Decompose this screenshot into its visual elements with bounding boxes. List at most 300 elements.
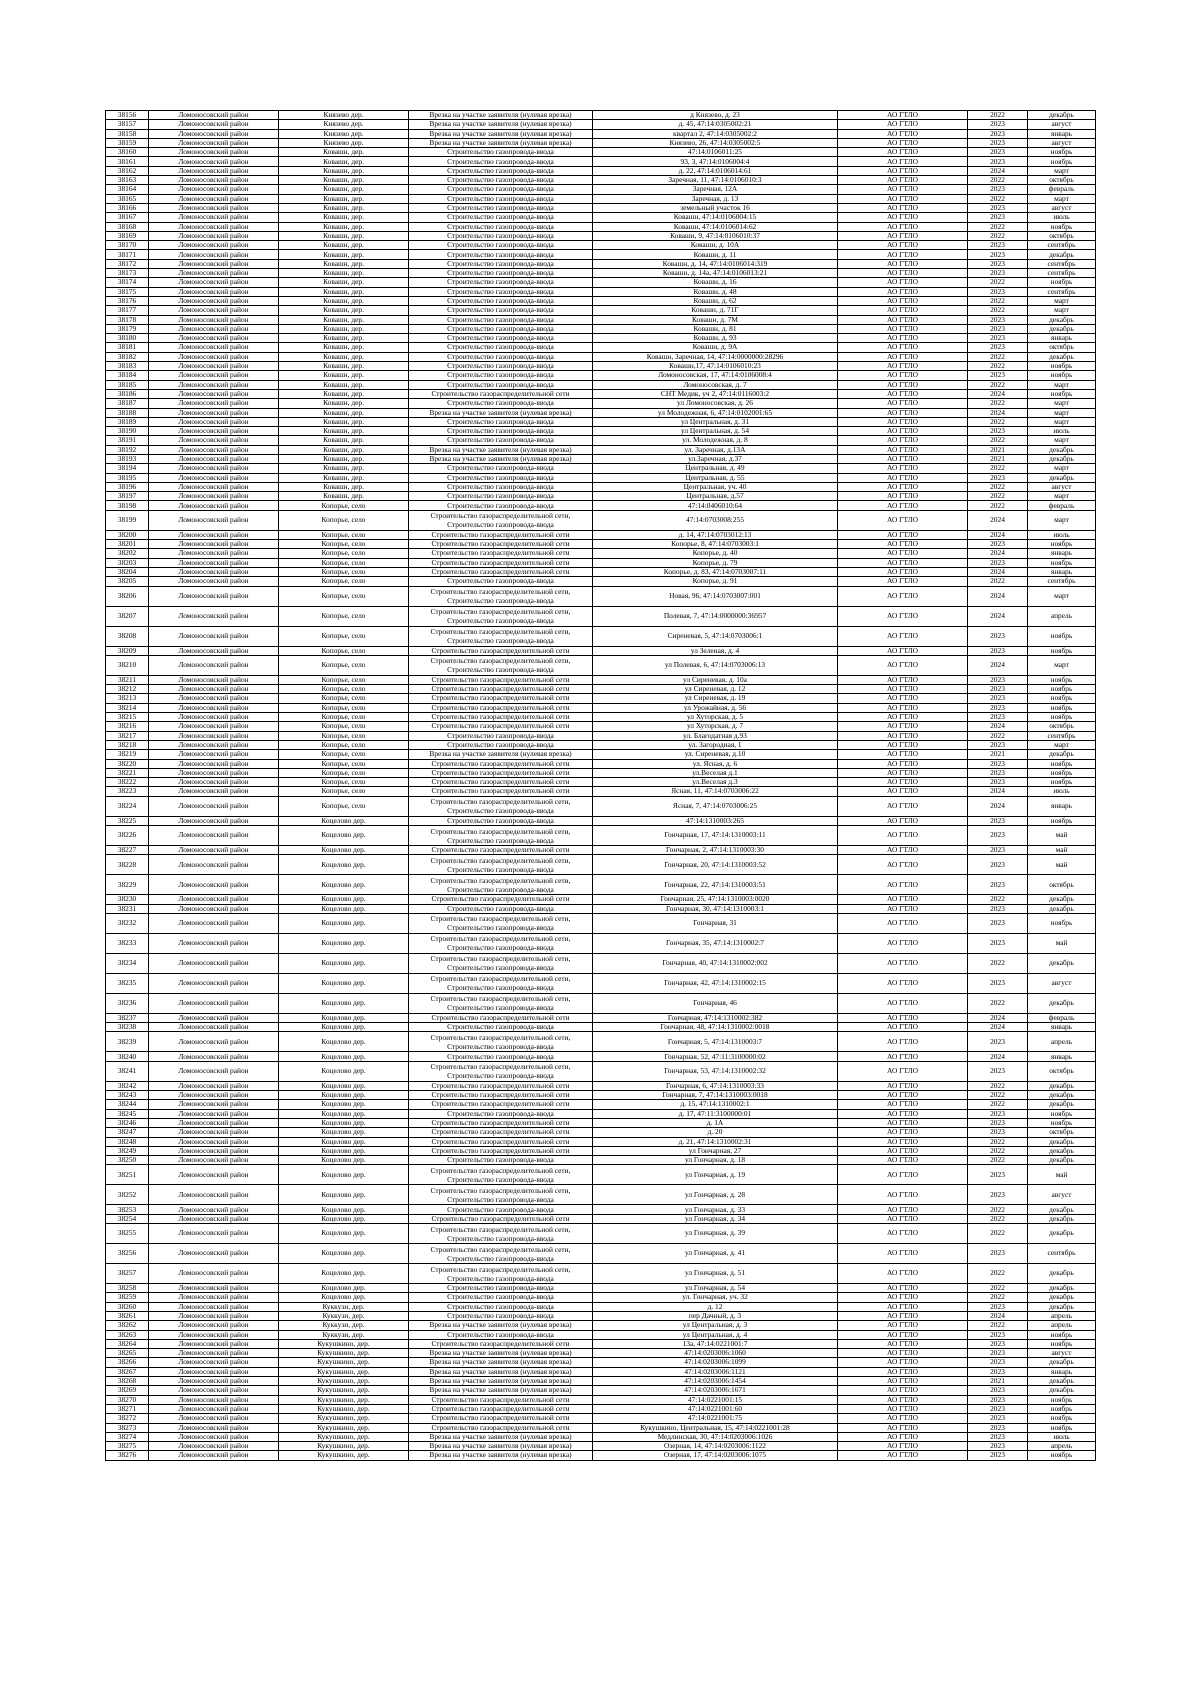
cell-district: Ломоносовский район — [149, 1165, 279, 1185]
table-row — [106, 389, 1096, 398]
cell-owner: АО ГТЛО — [838, 1118, 968, 1127]
cell-object: Строительство газопровода-ввода — [409, 1109, 593, 1118]
cell-owner: АО ГТЛО — [838, 993, 968, 1013]
cell-owner: АО ГТЛО — [838, 973, 968, 993]
cell-object: Строительство газораспределительной сети — [409, 1091, 593, 1100]
cell-owner: АО ГТЛО — [838, 933, 968, 953]
cell-year: 2023 — [968, 913, 1028, 933]
cell-month: ноябрь — [1028, 1423, 1096, 1432]
cell-address: Гончарная, 42, 47:14:1310002:15 — [593, 973, 838, 993]
cell-settlement: Копорье, село — [279, 722, 409, 731]
cell-year: 2023 — [968, 694, 1028, 703]
cell-district: Ломоносовский район — [149, 540, 279, 549]
cell-owner: АО ГТЛО — [838, 464, 968, 473]
cell-month: март — [1028, 380, 1096, 389]
cell-settlement: Коцелово дер. — [279, 1081, 409, 1090]
cell-settlement: Коцелово дер. — [279, 1109, 409, 1118]
cell-district: Ломоносовский район — [149, 1109, 279, 1118]
cell-num: 38165 — [106, 194, 149, 203]
table-row — [106, 558, 1096, 567]
table-row — [106, 685, 1096, 694]
cell-address: земельный участок 16 — [593, 203, 838, 212]
cell-settlement: Ковашн, дер. — [279, 352, 409, 361]
cell-district: Ломоносовский район — [149, 454, 279, 463]
cell-num: 38276 — [106, 1451, 149, 1460]
cell-num: 38264 — [106, 1339, 149, 1348]
cell-year: 2023 — [968, 473, 1028, 482]
cell-object: Строительство газопровода-ввода — [409, 577, 593, 586]
cell-owner: АО ГТЛО — [838, 796, 968, 816]
cell-year: 2022 — [968, 278, 1028, 287]
cell-num: 38239 — [106, 1032, 149, 1052]
cell-month: март — [1028, 417, 1096, 426]
cell-num: 38255 — [106, 1224, 149, 1244]
cell-year: 2023 — [968, 241, 1028, 250]
cell-address: Гончарная, 22, 47:14:1310003:51 — [593, 875, 838, 895]
cell-address: 47:14:0203006:1454 — [593, 1377, 838, 1386]
cell-year: 2023 — [968, 1109, 1028, 1118]
cell-settlement: Коцелово дер. — [279, 1146, 409, 1155]
cell-object: Строительство газораспределительной сети, Строительство газопровода-ввода — [409, 1061, 593, 1081]
cell-num: 38253 — [106, 1205, 149, 1214]
cell-month: ноябрь — [1028, 558, 1096, 567]
cell-object: Строительство газораспределительной сети — [409, 713, 593, 722]
cell-object: Строительство газопровода-ввода — [409, 1023, 593, 1032]
cell-object: Строительство газораспределительной сети — [409, 768, 593, 777]
cell-object: Строительство газопровода-ввода — [409, 1330, 593, 1339]
cell-month: декабрь — [1028, 1205, 1096, 1214]
cell-address: ул Ломоносовская, д. 26 — [593, 399, 838, 408]
cell-address: Ковашн, д. 48 — [593, 287, 838, 296]
cell-object: Строительство газораспределительной сети, Строительство газопровода-ввода — [409, 913, 593, 933]
table-row — [106, 417, 1096, 426]
cell-month: декабрь — [1028, 1137, 1096, 1146]
cell-address: ул Полевая, 6, 47:14:0703006:13 — [593, 655, 838, 675]
table-row — [106, 953, 1096, 973]
cell-year: 2022 — [968, 399, 1028, 408]
cell-settlement: Копорье, село — [279, 655, 409, 675]
cell-district: Ломоносовский район — [149, 1367, 279, 1376]
cell-num: 38224 — [106, 796, 149, 816]
cell-address: д. 15, 47:14:1310002:1 — [593, 1100, 838, 1109]
table-row — [106, 1205, 1096, 1214]
table-row — [106, 259, 1096, 268]
cell-owner: АО ГТЛО — [838, 530, 968, 539]
cell-num: 38210 — [106, 655, 149, 675]
cell-num: 38254 — [106, 1214, 149, 1223]
cell-year: 2023 — [968, 250, 1028, 259]
cell-num: 38191 — [106, 436, 149, 445]
cell-year: 2022 — [968, 1091, 1028, 1100]
cell-num: 38167 — [106, 213, 149, 222]
table-row — [106, 1013, 1096, 1022]
cell-month: январь — [1028, 796, 1096, 816]
cell-year: 2023 — [968, 675, 1028, 684]
cell-address: Медлинская, 30, 47:14:0203006:1026 — [593, 1432, 838, 1441]
table-row — [106, 1423, 1096, 1432]
cell-district: Ломоносовский район — [149, 492, 279, 501]
cell-year: 2023 — [968, 973, 1028, 993]
cell-address: Кукушкино, Центральная, 15, 47:14:0221001:28 — [593, 1423, 838, 1432]
cell-year: 2023 — [968, 1395, 1028, 1404]
cell-settlement: Ковашн, дер. — [279, 203, 409, 212]
cell-address: ул.Веселая д.3 — [593, 778, 838, 787]
table-row — [106, 606, 1096, 626]
table-row — [106, 973, 1096, 993]
cell-year: 2023 — [968, 759, 1028, 768]
cell-year: 2023 — [968, 740, 1028, 749]
cell-address: Центральная, д. 55 — [593, 473, 838, 482]
table-row — [106, 213, 1096, 222]
table-row — [106, 626, 1096, 646]
cell-district: Ломоносовский район — [149, 1023, 279, 1032]
table-row — [106, 933, 1096, 953]
cell-month: ноябрь — [1028, 148, 1096, 157]
cell-year: 2024 — [968, 655, 1028, 675]
cell-month: март — [1028, 296, 1096, 305]
table-row — [106, 138, 1096, 147]
cell-district: Ломоносовский район — [149, 185, 279, 194]
cell-year: 2022 — [968, 1264, 1028, 1284]
cell-object: Врезка на участке заявителя (нулевая врезка) — [409, 1349, 593, 1358]
cell-settlement: Ковашн, дер. — [279, 427, 409, 436]
cell-address: ул Хуторская, д. 7 — [593, 722, 838, 731]
table-row — [106, 445, 1096, 454]
cell-owner: АО ГТЛО — [838, 166, 968, 175]
table-row — [106, 306, 1096, 315]
cell-year: 2022 — [968, 1146, 1028, 1155]
cell-settlement: Ковашн, дер. — [279, 473, 409, 482]
cell-district: Ломоносовский район — [149, 1414, 279, 1423]
cell-num: 38235 — [106, 973, 149, 993]
cell-district: Ломоносовский район — [149, 675, 279, 684]
cell-owner: АО ГТЛО — [838, 1367, 968, 1376]
cell-month: ноябрь — [1028, 694, 1096, 703]
cell-address: ул. Молодежная, д. 8 — [593, 436, 838, 445]
cell-owner: АО ГТЛО — [838, 1244, 968, 1264]
table-row — [106, 750, 1096, 759]
cell-month: август — [1028, 203, 1096, 212]
cell-month: сентябрь — [1028, 287, 1096, 296]
cell-object: Врезка на участке заявителя (нулевая врезка) — [409, 1367, 593, 1376]
cell-settlement: Кукушкино, дер. — [279, 1339, 409, 1348]
cell-year: 2023 — [968, 1128, 1028, 1137]
cell-settlement: Копорье, село — [279, 510, 409, 530]
cell-district: Ломоносовский район — [149, 278, 279, 287]
cell-owner: АО ГТЛО — [838, 787, 968, 796]
cell-month: май — [1028, 846, 1096, 855]
table-row — [106, 1330, 1096, 1339]
cell-district: Ломоносовский район — [149, 510, 279, 530]
table-row — [106, 1165, 1096, 1185]
cell-year: 2022 — [968, 895, 1028, 904]
cell-object: Строительство газораспределительной сети — [409, 558, 593, 567]
cell-month: март — [1028, 586, 1096, 606]
cell-month: май — [1028, 933, 1096, 953]
cell-month: март — [1028, 306, 1096, 315]
cell-settlement: Куккузи, дер. — [279, 1311, 409, 1320]
cell-owner: АО ГТЛО — [838, 558, 968, 567]
cell-month: декабрь — [1028, 454, 1096, 463]
cell-district: Ломоносовский район — [149, 1032, 279, 1052]
cell-address: ул Гончарная, д. 39 — [593, 1224, 838, 1244]
cell-year: 2024 — [968, 586, 1028, 606]
cell-address: ул Гончарная, д. 41 — [593, 1244, 838, 1264]
cell-year: 2024 — [968, 722, 1028, 731]
cell-owner: АО ГТЛО — [838, 1264, 968, 1284]
cell-object: Строительство газопровода-ввода — [409, 464, 593, 473]
cell-num: 38223 — [106, 787, 149, 796]
cell-owner: АО ГТЛО — [838, 231, 968, 240]
cell-district: Ломоносовский район — [149, 1377, 279, 1386]
cell-settlement: Ковашн, дер. — [279, 148, 409, 157]
cell-district: Ломоносовский район — [149, 993, 279, 1013]
cell-owner: АО ГТЛО — [838, 157, 968, 166]
cell-address: 13а, 47:14:0221001:7 — [593, 1339, 838, 1348]
cell-month: декабрь — [1028, 993, 1096, 1013]
cell-object: Строительство газопровода-ввода — [409, 343, 593, 352]
cell-month: ноябрь — [1028, 713, 1096, 722]
cell-owner: АО ГТЛО — [838, 1224, 968, 1244]
cell-owner: АО ГТЛО — [838, 445, 968, 454]
cell-district: Ломоносовский район — [149, 759, 279, 768]
cell-district: Ломоносовский район — [149, 445, 279, 454]
table-row — [106, 1061, 1096, 1081]
cell-month: январь — [1028, 334, 1096, 343]
cell-owner: АО ГТЛО — [838, 703, 968, 712]
cell-num: 38234 — [106, 953, 149, 973]
cell-month: ноябрь — [1028, 816, 1096, 825]
cell-settlement: Копорье, село — [279, 626, 409, 646]
cell-object: Строительство газопровода-ввода — [409, 473, 593, 482]
cell-object: Строительство газопровода-ввода — [409, 166, 593, 175]
cell-year: 2023 — [968, 1330, 1028, 1339]
cell-num: 38203 — [106, 558, 149, 567]
table-row — [106, 408, 1096, 417]
cell-district: Ломоносовский район — [149, 1293, 279, 1302]
cell-address: ул Гончарная, д. 51 — [593, 1264, 838, 1284]
cell-month: ноябрь — [1028, 371, 1096, 380]
cell-month: январь — [1028, 1023, 1096, 1032]
cell-month: апрель — [1028, 1321, 1096, 1330]
cell-owner: АО ГТЛО — [838, 577, 968, 586]
table-row — [106, 1128, 1096, 1137]
cell-settlement: Ковашн, дер. — [279, 287, 409, 296]
table-row — [106, 1302, 1096, 1311]
cell-month: ноябрь — [1028, 675, 1096, 684]
cell-address: Сиреневая, 5, 47:14:0703006:1 — [593, 626, 838, 646]
cell-num: 38215 — [106, 713, 149, 722]
cell-owner: АО ГТЛО — [838, 1146, 968, 1155]
cell-year: 2024 — [968, 530, 1028, 539]
cell-object: Строительство газопровода-ввода — [409, 241, 593, 250]
cell-address: Копорье, 8, 47:14:0703003:1 — [593, 540, 838, 549]
cell-year: 2024 — [968, 389, 1028, 398]
cell-owner: АО ГТЛО — [838, 1156, 968, 1165]
cell-month: октябрь — [1028, 231, 1096, 240]
cell-district: Ломоносовский район — [149, 1146, 279, 1155]
cell-owner: АО ГТЛО — [838, 296, 968, 305]
cell-num: 38164 — [106, 185, 149, 194]
cell-district: Ломоносовский район — [149, 549, 279, 558]
cell-month: июль — [1028, 213, 1096, 222]
table-row — [106, 501, 1096, 510]
cell-address: Ковашн,17, 47:14:0106010:23 — [593, 362, 838, 371]
cell-num: 38205 — [106, 577, 149, 586]
cell-month: сентябрь — [1028, 241, 1096, 250]
cell-address: д Князево, д. 23 — [593, 111, 838, 120]
cell-year: 2023 — [968, 778, 1028, 787]
cell-address: ул. Загородная, 1 — [593, 740, 838, 749]
cell-year: 2023 — [968, 626, 1028, 646]
table-row — [106, 816, 1096, 825]
cell-object: Строительство газораспределительной сети, Строительство газопровода-ввода — [409, 1244, 593, 1264]
cell-object: Строительство газораспределительной сети — [409, 1128, 593, 1137]
cell-owner: АО ГТЛО — [838, 750, 968, 759]
cell-owner: АО ГТЛО — [838, 287, 968, 296]
cell-settlement: Коцелово дер. — [279, 1244, 409, 1264]
cell-object: Врезка на участке заявителя (нулевая врезка) — [409, 1451, 593, 1460]
cell-owner: АО ГТЛО — [838, 740, 968, 749]
cell-object: Строительство газораспределительной сети, Строительство газопровода-ввода — [409, 993, 593, 1013]
cell-object: Строительство газопровода-ввода — [409, 176, 593, 185]
cell-object: Врезка на участке заявителя (нулевая врезка) — [409, 138, 593, 147]
cell-district: Ломоносовский район — [149, 1081, 279, 1090]
cell-owner: АО ГТЛО — [838, 567, 968, 576]
cell-object: Строительство газопровода-ввода — [409, 417, 593, 426]
cell-address: Гончарная, 25, 47:14:1310003:0020 — [593, 895, 838, 904]
cell-year: 2023 — [968, 713, 1028, 722]
cell-settlement: Коцелово дер. — [279, 1013, 409, 1022]
cell-month: январь — [1028, 129, 1096, 138]
table-row — [106, 713, 1096, 722]
cell-owner: АО ГТЛО — [838, 875, 968, 895]
cell-owner: АО ГТЛО — [838, 371, 968, 380]
table-row — [106, 855, 1096, 875]
cell-owner: АО ГТЛО — [838, 482, 968, 491]
cell-address: Гончарная, 7, 47:14:1310003:0018 — [593, 1091, 838, 1100]
cell-object: Строительство газопровода-ввода — [409, 194, 593, 203]
cell-district: Ломоносовский район — [149, 408, 279, 417]
cell-year: 2024 — [968, 606, 1028, 626]
cell-owner: АО ГТЛО — [838, 185, 968, 194]
cell-district: Ломоносовский район — [149, 577, 279, 586]
cell-address: 47:14:0203006:1099 — [593, 1358, 838, 1367]
cell-settlement: Ковашн, дер. — [279, 269, 409, 278]
table-row — [106, 176, 1096, 185]
cell-num: 38270 — [106, 1395, 149, 1404]
cell-year: 2023 — [968, 287, 1028, 296]
cell-num: 38202 — [106, 549, 149, 558]
cell-month: июль — [1028, 1432, 1096, 1441]
cell-month: ноябрь — [1028, 222, 1096, 231]
cell-month: декабрь — [1028, 1081, 1096, 1090]
cell-district: Ломоносовский район — [149, 269, 279, 278]
cell-settlement: Кукушкино, дер. — [279, 1349, 409, 1358]
cell-object: Строительство газопровода-ввода — [409, 231, 593, 240]
cell-month: декабрь — [1028, 445, 1096, 454]
cell-month: март — [1028, 492, 1096, 501]
cell-settlement: Ковашн, дер. — [279, 482, 409, 491]
cell-object: Врезка на участке заявителя (нулевая врезка) — [409, 1442, 593, 1451]
cell-num: 38258 — [106, 1284, 149, 1293]
cell-object: Строительство газопровода-ввода — [409, 427, 593, 436]
cell-year: 2024 — [968, 1052, 1028, 1061]
cell-object: Строительство газопровода-ввода — [409, 501, 593, 510]
cell-num: 38176 — [106, 296, 149, 305]
cell-settlement: Копорье, село — [279, 577, 409, 586]
cell-owner: АО ГТЛО — [838, 176, 968, 185]
cell-settlement: Копорье, село — [279, 796, 409, 816]
table-row — [106, 1023, 1096, 1032]
cell-object: Строительство газопровода-ввода — [409, 399, 593, 408]
cell-num: 38161 — [106, 157, 149, 166]
cell-district: Ломоносовский район — [149, 417, 279, 426]
cell-year: 2023 — [968, 1302, 1028, 1311]
cell-num: 38244 — [106, 1100, 149, 1109]
table-row — [106, 1224, 1096, 1244]
cell-num: 38192 — [106, 445, 149, 454]
cell-num: 38200 — [106, 530, 149, 539]
cell-year: 2022 — [968, 993, 1028, 1013]
cell-num: 38217 — [106, 731, 149, 740]
cell-district: Ломоносовский район — [149, 436, 279, 445]
cell-year: 2022 — [968, 1293, 1028, 1302]
cell-year: 2024 — [968, 549, 1028, 558]
cell-settlement: Ковашн, дер. — [279, 445, 409, 454]
cell-address: Гончарная, 40, 47:14:1310002:002 — [593, 953, 838, 973]
cell-year: 2023 — [968, 768, 1028, 777]
cell-owner: АО ГТЛО — [838, 626, 968, 646]
cell-month: декабрь — [1028, 1293, 1096, 1302]
cell-address: ул.Веселая д.1 — [593, 768, 838, 777]
cell-object: Строительство газопровода-ввода — [409, 492, 593, 501]
cell-object: Строительство газораспределительной сети — [409, 1081, 593, 1090]
cell-settlement: Коцелово дер. — [279, 1224, 409, 1244]
cell-owner: АО ГТЛО — [838, 194, 968, 203]
cell-district: Ломоносовский район — [149, 722, 279, 731]
table-row — [106, 1091, 1096, 1100]
cell-num: 38275 — [106, 1442, 149, 1451]
cell-num: 38267 — [106, 1367, 149, 1376]
cell-month: ноябрь — [1028, 626, 1096, 646]
cell-settlement: Коцелово дер. — [279, 1137, 409, 1146]
cell-num: 38248 — [106, 1137, 149, 1146]
cell-settlement: Копорье, село — [279, 713, 409, 722]
cell-settlement: Ковашн, дер. — [279, 324, 409, 333]
cell-num: 38272 — [106, 1414, 149, 1423]
cell-year: 2023 — [968, 343, 1028, 352]
cell-object: Строительство газопровода-ввода — [409, 259, 593, 268]
cell-owner: АО ГТЛО — [838, 1358, 968, 1367]
cell-district: Ломоносовский район — [149, 231, 279, 240]
cell-address: 93, 3, 47:14:0106004:4 — [593, 157, 838, 166]
cell-year: 2022 — [968, 296, 1028, 305]
cell-settlement: Ковашн, дер. — [279, 436, 409, 445]
cell-owner: АО ГТЛО — [838, 1081, 968, 1090]
cell-num: 38219 — [106, 750, 149, 759]
table-row — [106, 185, 1096, 194]
cell-year: 2023 — [968, 558, 1028, 567]
cell-object: Строительство газопровода-ввода — [409, 287, 593, 296]
cell-month: январь — [1028, 567, 1096, 576]
cell-settlement: Коцелово дер. — [279, 973, 409, 993]
cell-settlement: Кукушкино, дер. — [279, 1423, 409, 1432]
cell-settlement: Кукушкино, дер. — [279, 1386, 409, 1395]
cell-object: Строительство газораспределительной сети, Строительство газопровода-ввода — [409, 875, 593, 895]
cell-owner: АО ГТЛО — [838, 473, 968, 482]
cell-settlement: Кукушкино, дер. — [279, 1432, 409, 1441]
